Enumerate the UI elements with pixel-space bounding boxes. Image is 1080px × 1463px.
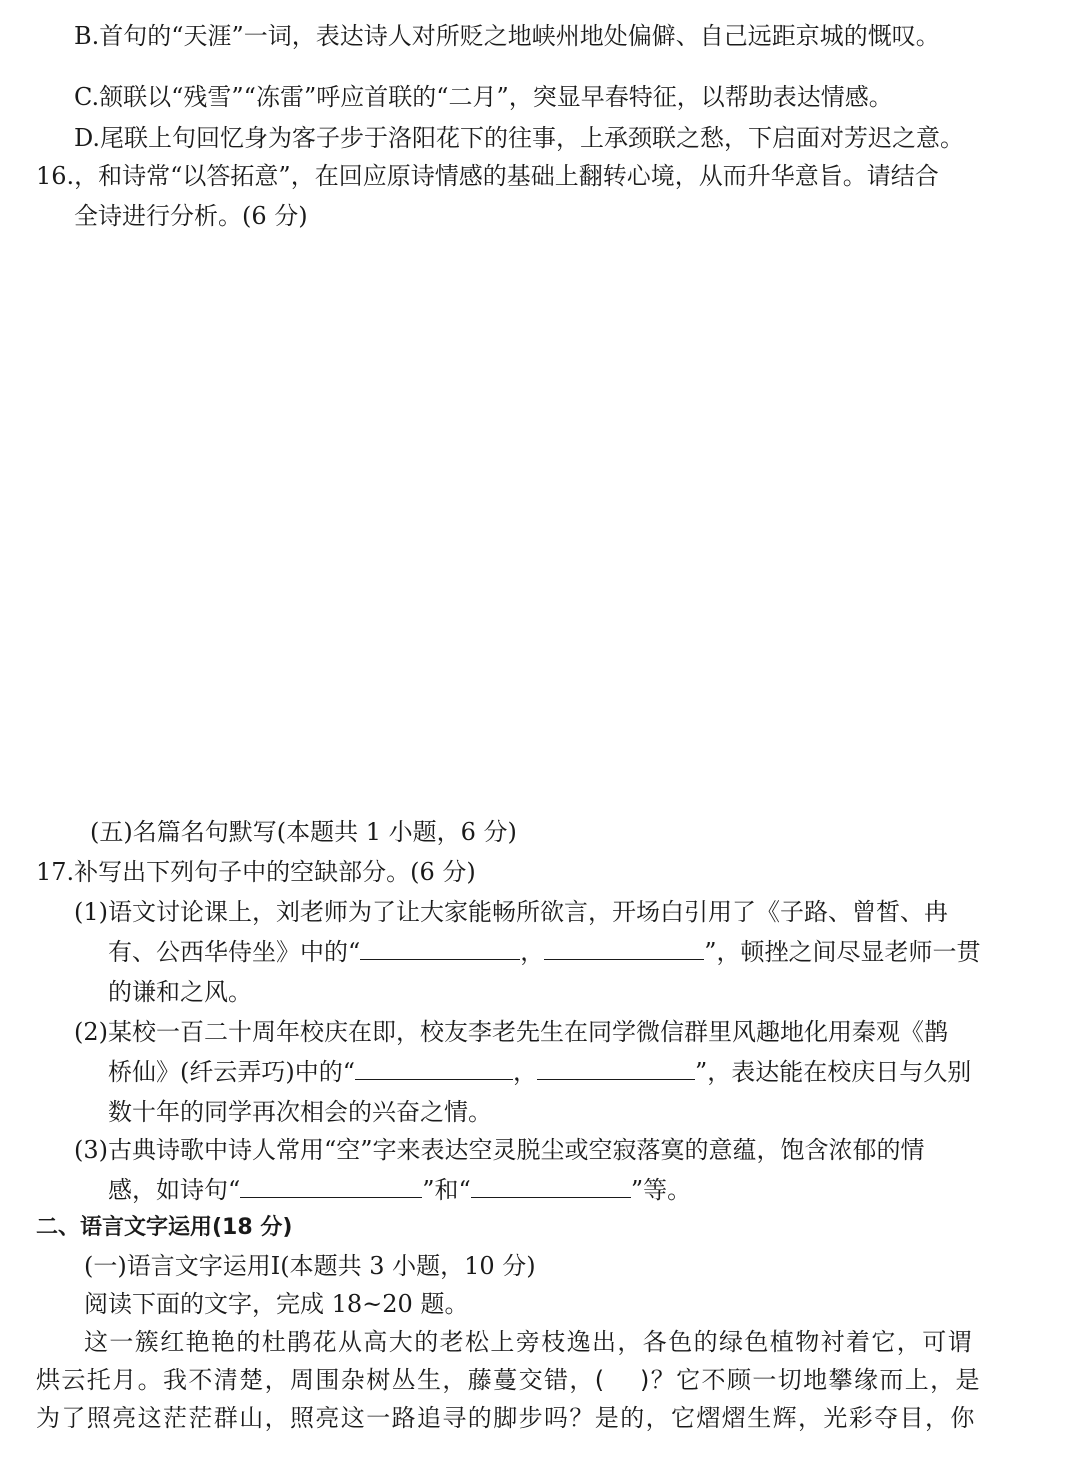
item-3-suffix: ”等。 <box>630 1176 692 1204</box>
part-2-title: 二、语言文字运用(18 分) <box>36 1215 293 1240</box>
item-3-line-1: (3)古典诗歌中诗人常用“空”字来表达空灵脱尘或空寂落寞的意蕴，饱含浓郁的情 <box>74 1136 925 1164</box>
section-5-title: (五)名篇名句默写(本题共 1 小题，6 分) <box>90 818 517 846</box>
item-1-suffix: ”，顿挫之间尽显老师一贯 <box>704 938 981 966</box>
question-16-line-2: 全诗进行分析。(6 分) <box>74 202 308 230</box>
option-c: C.颔联以“残雪”“冻雷”呼应首联的“二月”，突显早春特征，以帮助表达情感。 <box>74 83 893 111</box>
passage-line-1: 这一簇红艳艳的杜鹃花从高大的老松上旁枝逸出，各色的绿色植物衬着它，可谓 <box>84 1328 973 1356</box>
fill-blank[interactable] <box>471 1175 631 1198</box>
item-2-separator: ， <box>513 1058 537 1086</box>
item-1-prefix: 有、公西华侍坐》中的“ <box>108 938 361 966</box>
item-2-line-2 <box>108 1056 971 1088</box>
item-3-connector: ”和“ <box>422 1176 471 1204</box>
item-1-line-3: 的谦和之风。 <box>108 978 252 1006</box>
passage-line-2: 烘云托月。我不清楚，周围杂树丛生，藤蔓交错，( )？它不顾一切地攀缘而上，是 <box>36 1366 981 1394</box>
fill-blank[interactable] <box>537 1057 695 1080</box>
item-1-line-2 <box>108 936 981 968</box>
option-d: D.尾联上句回忆身为客子步于洛阳花下的往事，上承颈联之愁，下启面对芳迟之意。 <box>74 124 965 152</box>
passage-line-3: 为了照亮这茫茫群山，照亮这一路追寻的脚步吗？是的，它熠熠生辉，光彩夺目，你 <box>36 1404 976 1432</box>
part-2-subsection-title: (一)语言文字运用Ⅰ(本题共 3 小题，10 分) <box>84 1252 536 1280</box>
item-2-suffix: ”，表达能在校庆日与久别 <box>695 1058 972 1086</box>
item-2-line-3: 数十年的同学再次相会的兴奋之情。 <box>108 1098 492 1126</box>
fill-blank[interactable] <box>360 937 520 960</box>
option-b: B.首句的“天涯”一词，表达诗人对所贬之地峡州地处偏僻、自己远距京城的慨叹。 <box>74 22 940 50</box>
fill-blank[interactable] <box>240 1175 422 1198</box>
item-2-prefix: 桥仙》(纤云弄巧)中的“ <box>108 1058 355 1086</box>
reading-instruction: 阅读下面的文字，完成 18~20 题。 <box>84 1290 469 1318</box>
item-2-line-1: (2)某校一百二十周年校庆在即，校友李老先生在同学微信群里风趣地化用秦观《鹊 <box>74 1018 948 1046</box>
question-16-line-1: 16.，和诗常“以答拓意”，在回应原诗情感的基础上翻转心境，从而升华意旨。请结合 <box>36 162 939 190</box>
item-1-line-1: (1)语文讨论课上，刘老师为了让大家能畅所欲言，开场白引用了《子路、曾皙、冉 <box>74 898 948 926</box>
fill-blank[interactable] <box>355 1057 513 1080</box>
item-1-separator: ， <box>520 938 545 966</box>
item-3-line-2 <box>108 1174 691 1206</box>
fill-blank[interactable] <box>544 937 704 960</box>
item-3-prefix: 感，如诗句“ <box>108 1176 241 1204</box>
question-17-title: 17.补写出下列句子中的空缺部分。(6 分) <box>36 858 476 886</box>
